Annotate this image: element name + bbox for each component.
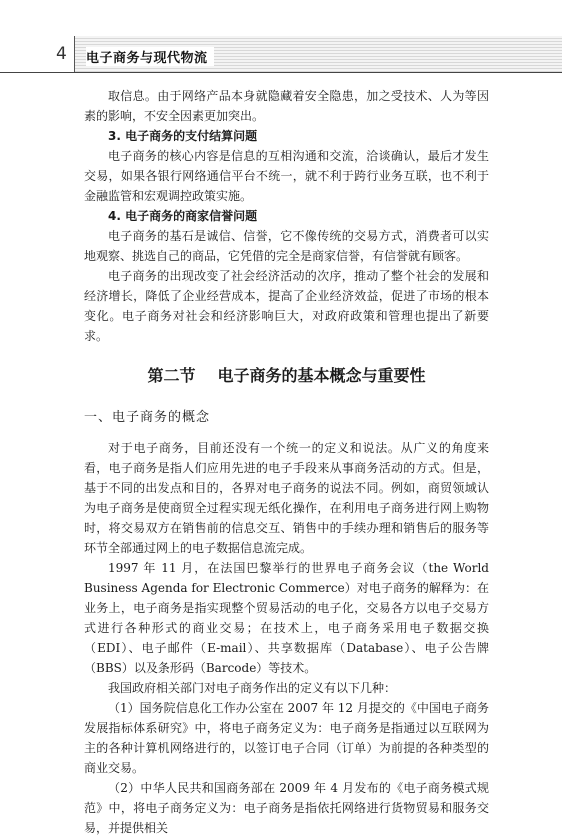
paragraph-merchant-credibility: 电子商务的基石是诚信、信誉，它不像传统的交易方式，消费者可以实地观察、挑选自己的商品，它凭借的完全是商家信誉，有信誉就有顾客。 [84, 229, 489, 263]
paragraph-payment-settlement: 电子商务的核心内容是信息的互相沟通和交流，洽谈确认，最后才发生交易，如果各银行网络通信平台不统一，就不利于跨行业务互联，也不利于金融监管和宏观调控政策实施。 [84, 149, 489, 203]
section-title [84, 366, 489, 386]
page-body [84, 86, 489, 838]
paragraph-continuation: 取信息。由于网络产品本身就隐藏着安全隐患，加之受技术、人为等因素的影响，不安全因素更加突出。 [84, 89, 489, 123]
header-band [0, 36, 562, 72]
section-heading: 电子商务的基本概念与重要性 [217, 366, 426, 385]
paragraph-definition-intro: 对于电子商务，目前还没有一个统一的定义和说法。从广义的角度来看，电子商务是指人们应用先进的电子手段来从事商务活动的方式。但是，基于不同的出发点和目的，各界对电子商务的说法不同。例如，商贸领域认为电子商务是使商贸全过程实现无纸化操作，在利用电子商务进行网上购物时，将交易双方在销售前的信息交互、销售中的手续办理和销售后的服务等环节全部通过网上的电子数据信息流完成。 [84, 441, 489, 555]
paragraph-world-conference: 1997 年 11 月，在法国巴黎举行的世界电子商务会议（the World Business Agenda for Electronic Commerce）对电子商务的解释为：在业务上，电子商务是指实现整个贸易活动的电子化，交易各方以电子交易方式进行各种形式的商业交易；在技术上，电子商务采用电子数据交换（EDI）、电子邮件（E-mail）、共享数据库（Database）、电子公告牌（BBS）以及条形码（Barcode）等技术。 [84, 561, 489, 675]
paragraph-government-definitions: 我国政府相关部门对电子商务作出的定义有以下几种： [108, 681, 397, 695]
section-label: 第二节 [147, 366, 196, 385]
subheading-merchant-credibility: 4. 电子商务的商家信誉问题 [108, 209, 258, 223]
header-rule [0, 72, 562, 73]
paragraph-definition-2: （2）中华人民共和国商务部在 2009 年 4 月发布的《电子商务模式规范》中，将电子商务定义为：电子商务是指依托网络进行货物贸易和服务交易，并提供相关 [84, 781, 489, 835]
subheading-payment-settlement: 3. 电子商务的支付结算问题 [108, 129, 258, 143]
heading-concept: 一、电子商务的概念 [84, 410, 211, 425]
running-title: 电子商务与现代物流 [86, 47, 214, 66]
paragraph-definition-1: （1）国务院信息化工作办公室在 2007 年 12 月提交的《中国电子商务发展指标体系研究》中，将电子商务定义为：电子商务是指通过以互联网为主的各种计算机网络进行的，以签订电子合同（订单）为前提的各种类型的商业交易。 [84, 701, 489, 775]
page-number: 4 [56, 44, 67, 64]
paragraph-ecommerce-impact: 电子商务的出现改变了社会经济活动的次序，推动了整个社会的发展和经济增长，降低了企业经营成本，提高了企业经济效益，促进了市场的根本变化。电子商务对社会和经济影响巨大，对政府政策和管理也提出了新要求。 [84, 269, 489, 343]
